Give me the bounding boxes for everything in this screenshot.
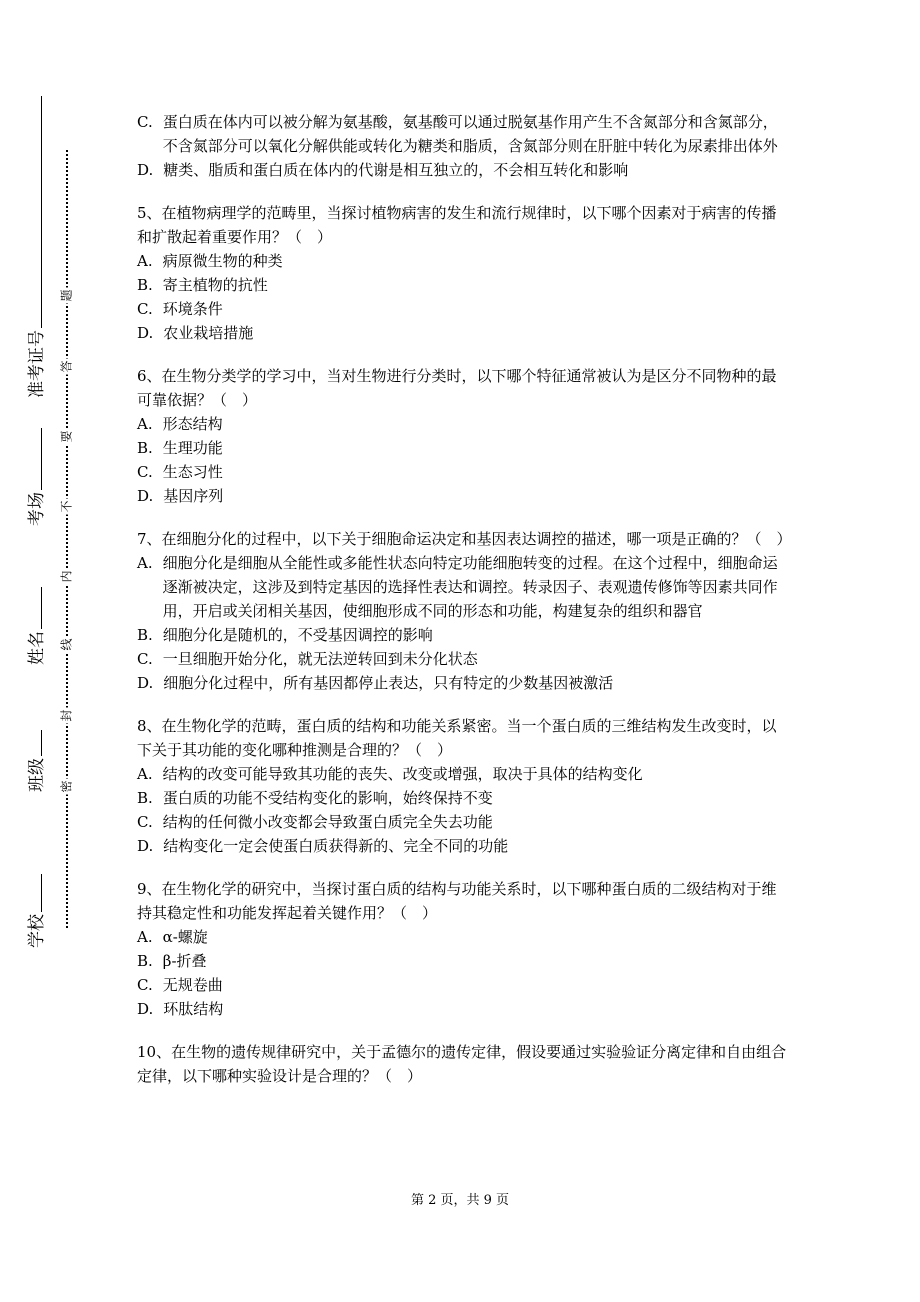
option-letter: D. <box>137 161 154 179</box>
option-letter: C. <box>137 976 153 994</box>
seal-char: 题 <box>59 289 74 302</box>
room-blank <box>27 428 42 490</box>
question-6 <box>137 364 787 508</box>
class-label: 班级 <box>27 758 47 792</box>
option-d <box>137 834 787 858</box>
exam-content <box>137 110 792 1088</box>
option-letter: D. <box>137 674 154 692</box>
exam-id-field <box>22 96 47 398</box>
option-letter: D. <box>137 1000 154 1018</box>
option-letter: A. <box>137 415 153 433</box>
option-text: 生态习性 <box>162 463 223 481</box>
option-b <box>137 623 787 647</box>
option-text: 农业栽培措施 <box>163 324 254 342</box>
option-letter: C. <box>137 113 153 131</box>
option-text: 生理功能 <box>162 439 223 457</box>
option-c <box>137 297 787 321</box>
option-text: 无规卷曲 <box>162 976 223 994</box>
option-text: 病原微生物的种类 <box>162 252 283 270</box>
option-text: 环境条件 <box>162 300 223 318</box>
seal-char: 线 <box>59 638 74 651</box>
option-text: 形态结构 <box>162 415 223 433</box>
question-7 <box>137 527 792 695</box>
question-5 <box>137 201 787 345</box>
seal-char: 内 <box>59 570 74 583</box>
option-text: 蛋白质的功能不受结构变化的影响，始终保持不变 <box>162 789 493 807</box>
option-d <box>137 158 787 182</box>
option-text: 环肽结构 <box>163 1000 224 1018</box>
name-label: 姓名 <box>27 631 47 665</box>
question-stem: 8、在生物化学的范畴，蛋白质的结构和功能关系紧密。当一个蛋白质的三维结构发生改变时，以下关于其功能的变化哪种推测是合理的？（ ） <box>137 717 777 759</box>
option-b <box>137 273 787 297</box>
option-c <box>137 647 787 671</box>
exam-id-label: 准考证号 <box>27 330 47 398</box>
option-a <box>137 551 787 623</box>
option-b <box>137 949 787 973</box>
option-a <box>137 925 787 949</box>
option-d <box>137 484 787 508</box>
option-letter: B. <box>137 276 153 294</box>
option-text: 结构的改变可能导致其功能的丧失、改变或增强，取决于具体的结构变化 <box>162 765 643 783</box>
school-blank <box>27 874 42 912</box>
option-letter: A. <box>137 928 153 946</box>
binding-margin <box>0 0 74 1302</box>
option-letter: D. <box>137 324 154 342</box>
room-label: 考场 <box>27 492 47 526</box>
exam-id-blank <box>27 96 42 328</box>
seal-char: 封 <box>59 709 74 722</box>
option-letter: B. <box>137 952 153 970</box>
option-text: 一旦细胞开始分化，就无法逆转回到未分化状态 <box>162 650 478 668</box>
option-text: β-折叠 <box>162 952 207 970</box>
option-text: 蛋白质在体内可以被分解为氨基酸，氨基酸可以通过脱氨基作用产生不含氮部分和含氮部分，不含氮部分可以氧化分解供能或转化为糖类和脂质，含氮部分则在肝脏中转化为尿素排出体外 <box>162 113 778 155</box>
school-field <box>22 874 47 948</box>
question-stem: 9、在生物化学的研究中，当探讨蛋白质的结构与功能关系时，以下哪种蛋白质的二级结构对于维持其稳定性和功能发挥起着关键作用？（ ） <box>137 880 777 922</box>
option-letter: D. <box>137 487 154 505</box>
option-text: 细胞分化过程中，所有基因都停止表达，只有特定的少数基因被激活 <box>163 674 614 692</box>
page-footer: 第 2 页，共 9 页 <box>410 1193 510 1208</box>
question-9 <box>137 877 787 1021</box>
option-text: α-螺旋 <box>162 928 208 946</box>
option-a <box>137 762 787 786</box>
seal-char: 答 <box>59 360 74 373</box>
option-text: 糖类、脂质和蛋白质在体内的代谢是相互独立的，不会相互转化和影响 <box>163 161 629 179</box>
seal-char: 不 <box>59 500 74 513</box>
option-a <box>137 412 787 436</box>
option-d <box>137 321 787 345</box>
option-d <box>137 997 787 1021</box>
option-letter: B. <box>137 789 153 807</box>
option-text: 结构变化一定会使蛋白质获得新的、完全不同的功能 <box>163 837 509 855</box>
question-stem: 6、在生物分类学的学习中，当对生物进行分类时，以下哪个特征通常被认为是区分不同物种的最可靠依据？（ ） <box>137 367 777 409</box>
question-stem: 10、在生物的遗传规律研究中，关于孟德尔的遗传定律，假设要通过实验验证分离定律和自由组合定律，以下哪种实验设计是合理的？（ ） <box>137 1043 787 1085</box>
option-letter: B. <box>137 439 153 457</box>
option-text: 基因序列 <box>163 487 224 505</box>
name-field <box>22 587 47 665</box>
question-stem: 7、在细胞分化的过程中，以下关于细胞命运决定和基因表达调控的描述，哪一项是正确的？（ ） <box>137 530 792 548</box>
name-blank <box>27 587 42 629</box>
option-b <box>137 786 787 810</box>
seal-line <box>66 150 68 928</box>
room-field <box>22 428 47 526</box>
option-letter: B. <box>137 626 153 644</box>
option-letter: C. <box>137 813 153 831</box>
option-c <box>137 110 787 158</box>
seal-char: 要 <box>59 430 74 443</box>
option-letter: A. <box>137 252 153 270</box>
option-c <box>137 810 787 834</box>
option-b <box>137 436 787 460</box>
class-blank <box>27 730 42 756</box>
option-d <box>137 671 787 695</box>
class-field <box>22 730 47 792</box>
option-letter: A. <box>137 765 153 783</box>
option-text: 寄主植物的抗性 <box>162 276 268 294</box>
option-a <box>137 249 787 273</box>
option-c <box>137 460 787 484</box>
option-letter: D. <box>137 837 154 855</box>
question-4-continuation <box>137 110 787 182</box>
option-text: 细胞分化是细胞从全能性或多能性状态向特定功能细胞转变的过程。在这个过程中，细胞命运逐渐被决定，这涉及到特定基因的选择性表达和调控。转录因子、表观遗传修饰等因素共同作用，开启或关闭相关基因，使细胞形成不同的形态和功能，构建复杂的组织和器官 <box>162 554 778 620</box>
option-letter: C. <box>137 650 153 668</box>
question-10 <box>137 1040 787 1088</box>
school-label: 学校 <box>27 914 47 948</box>
seal-char: 密 <box>59 780 74 793</box>
option-letter: A. <box>137 554 153 572</box>
question-8 <box>137 714 787 858</box>
option-text: 结构的任何微小改变都会导致蛋白质完全失去功能 <box>162 813 493 831</box>
option-letter: C. <box>137 463 153 481</box>
option-text: 细胞分化是随机的，不受基因调控的影响 <box>162 626 433 644</box>
option-letter: C. <box>137 300 153 318</box>
option-c <box>137 973 787 997</box>
question-stem: 5、在植物病理学的范畴里，当探讨植物病害的发生和流行规律时，以下哪个因素对于病害的传播和扩散起着重要作用？（ ） <box>137 204 777 246</box>
